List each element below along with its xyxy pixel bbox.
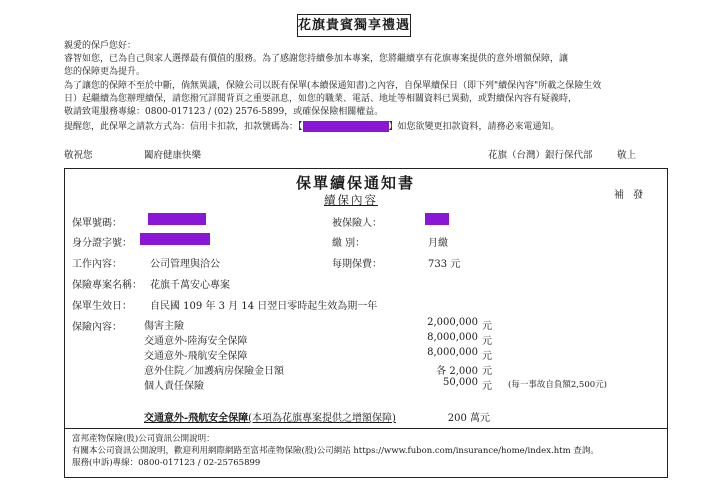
coverage-amount: 各 2,000 [436,366,478,377]
letter-greeting: 親愛的保戶您好： [64,41,137,51]
extra-coverage-name: 交通意外-飛航安全保障 [144,413,249,424]
effective-date-value: 自民國 109 年 3 月 14 日翌日零時起生效為期一年 [150,301,378,312]
closing-wish: 敬祝您 [64,150,93,161]
extra-coverage-amount: 200 萬元 [447,413,490,424]
coverage-name: 交通意外-飛航安全保障 [144,351,248,362]
coverage-label: 保險內容： [72,322,122,333]
payment-frequency-value: 月繳 [428,238,448,249]
policy-number-label: 保單號碼： [72,218,122,229]
job-value: 公司管理與洽公 [150,259,220,270]
premium-label: 每期保費： [332,259,382,270]
coverage-unit: 元 [482,351,492,362]
coverage-unit: 元 [482,321,492,332]
payment-method-suffix: 】如您欲變更扣款資料，請務必來電通知。 [388,122,560,132]
coverage-amount: 2,000,000 [427,317,478,328]
notice-subtitle: 續保內容 [324,193,378,207]
closing-health: 闔府健康快樂 [144,150,202,161]
banner-title: 花旗貴賓獨享禮遇 [297,14,411,37]
letter-para1-line2: 您的保障更為提升。 [64,67,146,77]
plan-name-value: 花旗千萬安心專案 [150,280,230,291]
disclosure-heading: 富邦產物保險(股)公司資訊公開說明： [72,434,215,444]
coverage-name: 意外住院／加護病房保險金日額 [144,366,284,377]
coverage-name: 交通意外-陸海安全保障 [144,336,248,347]
coverage-unit: 元 [482,381,492,392]
premium-value: 733 元 [428,259,461,270]
extra-coverage-note: (本項為花旗專案提供之增額保障) [248,413,396,424]
coverage-unit: 元 [482,336,492,347]
plan-name-label: 保險專案名稱： [72,280,142,291]
letter-para2-line2: 日）起繼續為您辦理續保，請您撥冗詳閱背頁之重要訊息，如您的職業、電話、地址等相關資料已異動，或對續保內容有疑義時， [64,94,578,104]
reissue-label: 補 發 [614,190,647,201]
letter-para2-line3: 敬請致電服務專線：0800-017123 / (02) 2576-5899，或確保保險相關權益。 [64,107,384,117]
extra-coverage [144,409,396,424]
closing-sender: 花旗（台灣）銀行保代部 [488,150,593,161]
redacted-policy-number [148,213,206,225]
coverage-name: 傷害主險 [144,321,184,332]
redacted-id-number [140,233,210,245]
letter-para1-line1: 睿智如您，已為自己與家人選擇最有價值的服務。為了感謝您持續參加本專案，您將繼續享有花旗專案提供的意外增額保障，讓 [64,54,569,64]
coverage-amount: 50,000 [443,377,478,388]
id-number-label: 身分證字號： [72,238,132,249]
redacted-insured-name [425,213,449,225]
footer-divider [64,428,667,429]
coverage-note: (每一事故自負額2,500元) [508,380,607,390]
payment-frequency-label: 繳 別： [332,238,366,249]
coverage-amount: 8,000,000 [427,332,478,343]
job-label: 工作內容： [72,259,122,270]
payment-method-prefix: 提醒您，此保單之請款方式為：信用卡扣款，扣款號碼為：【 [64,122,303,132]
coverage-amount: 8,000,000 [427,347,478,358]
notice-title: 保單續保通知書 [296,174,416,192]
letter-para3 [64,121,560,134]
service-hotline: 服務(申訴)專線：0800-017123 / 02-25765899 [72,458,261,468]
closing-regards: 敬上 [617,150,637,161]
coverage-name: 個人責任保險 [144,381,204,392]
letter-para2-line1: 為了讓您的保障不至於中斷，倘無異議，保險公司以既有保單(本續保通知書)之內容，自保單續保日（即下列"續保內容"所載之保險生效 [64,81,602,91]
redacted-card-number [303,121,389,132]
disclosure-text: 有關本公司資訊公開說明，歡迎利用網際網路至富邦產物保險(股)公司網站 https://www.fubon.com/insurance/home/index.htm 查詢。 [72,446,599,456]
insured-label: 被保險人： [332,218,382,229]
coverage-unit: 元 [482,366,492,377]
effective-date-label: 保單生效日： [72,301,132,312]
